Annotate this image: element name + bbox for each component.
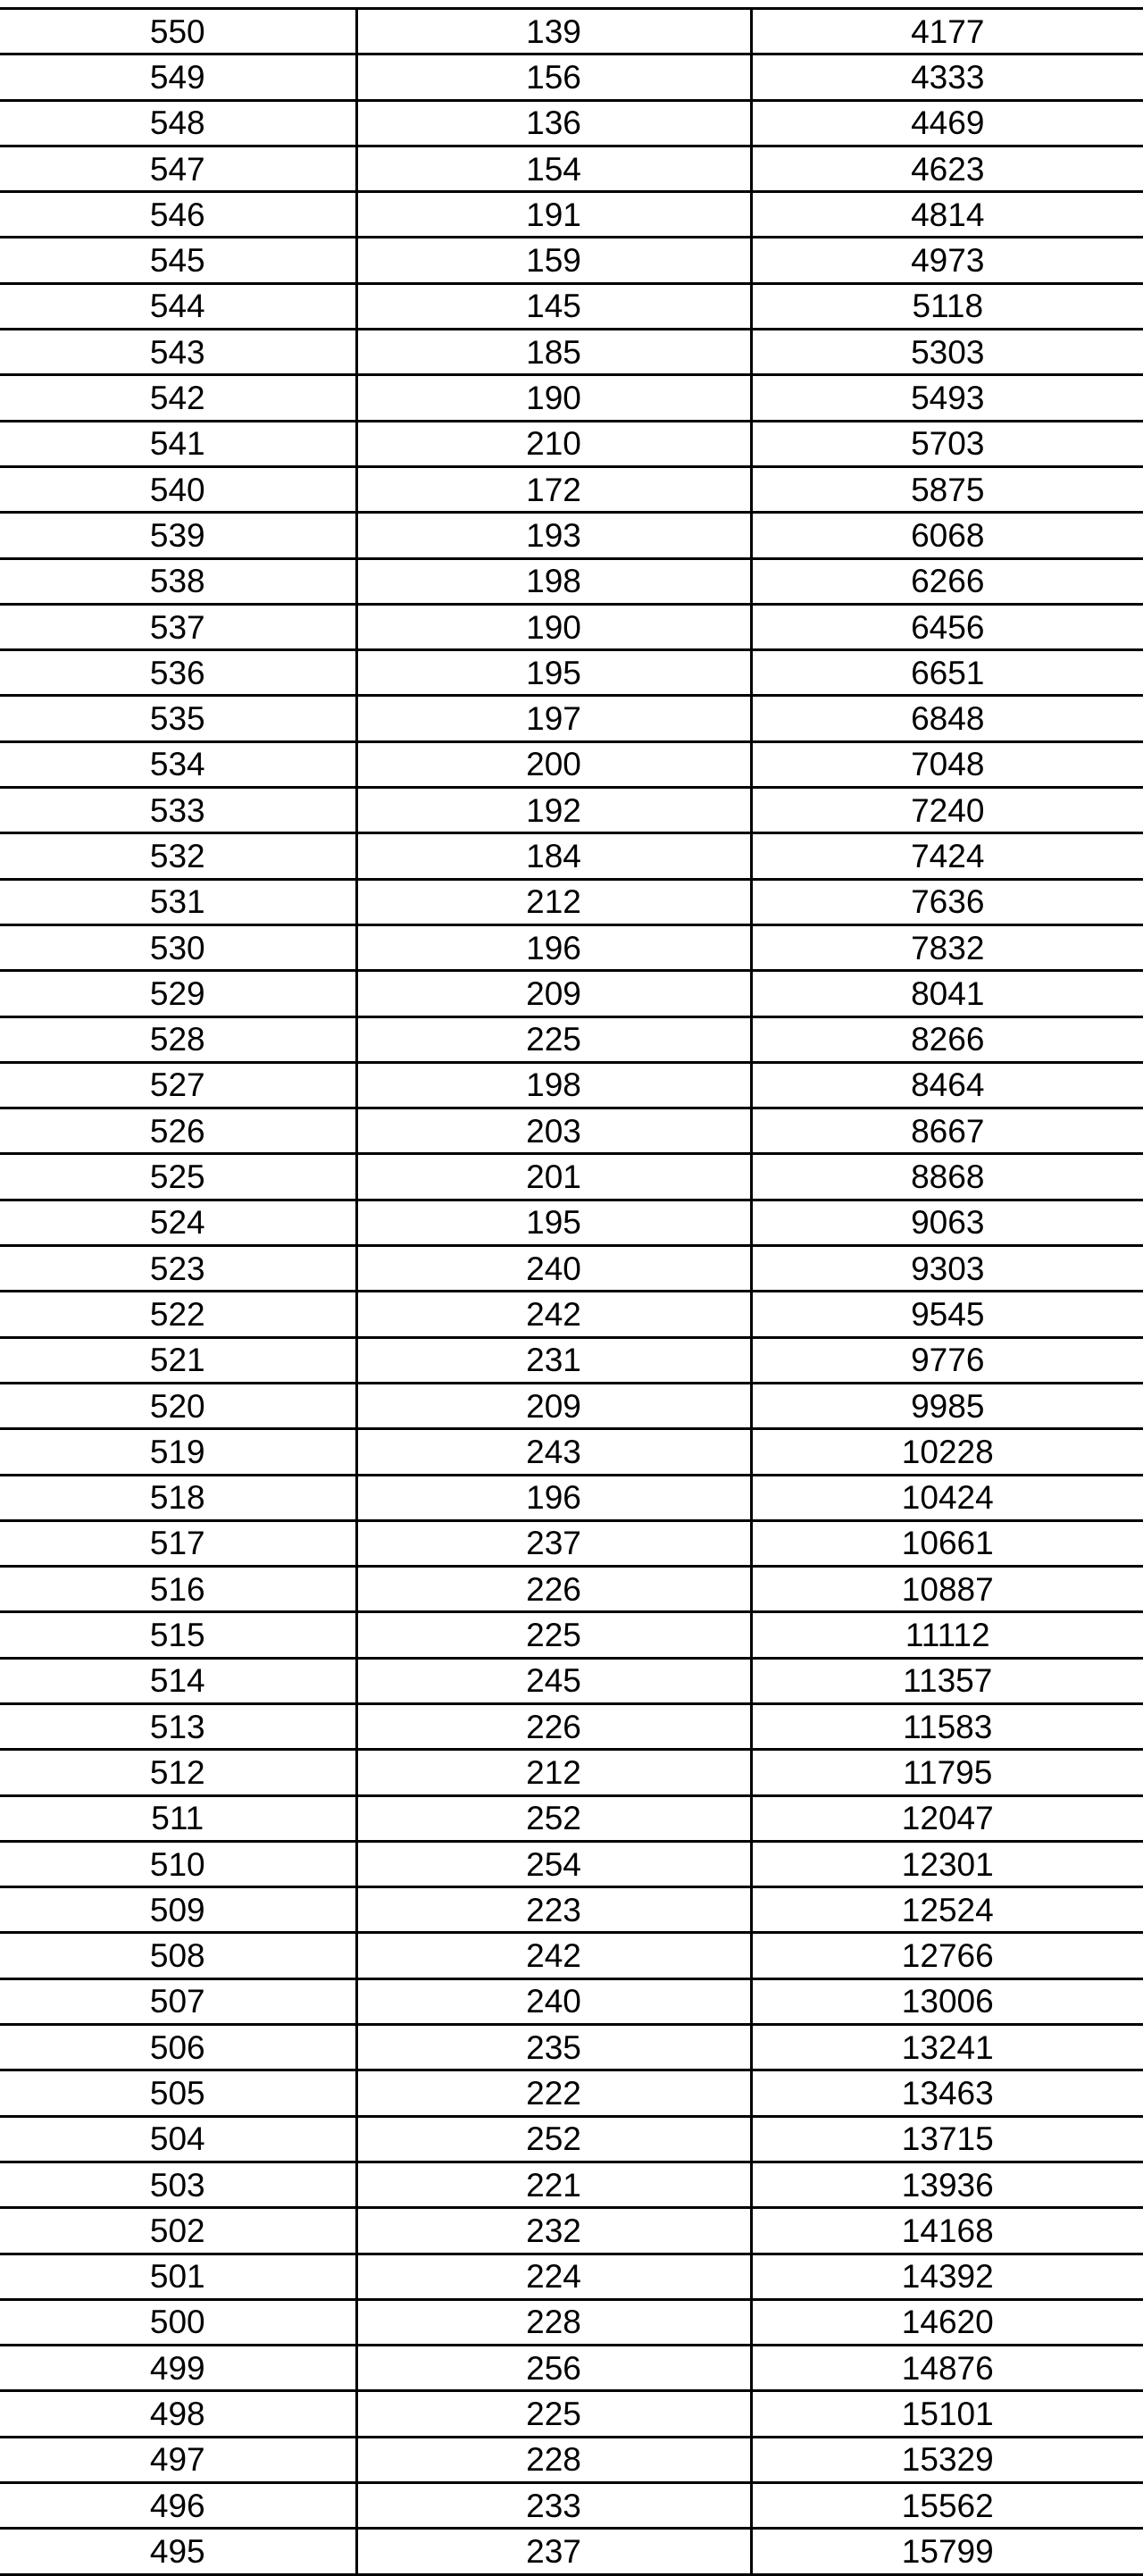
cumulative-cell: 4469 bbox=[751, 100, 1143, 146]
score-cell: 514 bbox=[0, 1658, 356, 1703]
count-cell: 228 bbox=[356, 2437, 751, 2482]
score-table-body bbox=[0, 9, 1143, 2575]
table-row bbox=[0, 100, 1143, 146]
table-row bbox=[0, 1933, 1143, 1978]
cumulative-cell: 4814 bbox=[751, 192, 1143, 238]
score-cell: 531 bbox=[0, 879, 356, 924]
count-cell: 156 bbox=[356, 54, 751, 100]
count-cell: 231 bbox=[356, 1337, 751, 1383]
cumulative-cell: 6456 bbox=[751, 604, 1143, 649]
cumulative-cell: 14876 bbox=[751, 2346, 1143, 2391]
table-row bbox=[0, 833, 1143, 879]
table-row bbox=[0, 1750, 1143, 1795]
cumulative-cell: 13006 bbox=[751, 1978, 1143, 2024]
score-cell: 508 bbox=[0, 1933, 356, 1978]
table-row bbox=[0, 283, 1143, 329]
cumulative-cell: 8464 bbox=[751, 1062, 1143, 1108]
count-cell: 195 bbox=[356, 1200, 751, 1245]
table-row bbox=[0, 1841, 1143, 1886]
table-row bbox=[0, 146, 1143, 191]
score-cell: 547 bbox=[0, 146, 356, 191]
cumulative-cell: 8868 bbox=[751, 1154, 1143, 1200]
count-cell: 243 bbox=[356, 1429, 751, 1475]
cumulative-cell: 6848 bbox=[751, 696, 1143, 741]
table-row bbox=[0, 788, 1143, 833]
score-cell: 497 bbox=[0, 2437, 356, 2482]
cumulative-cell: 8667 bbox=[751, 1108, 1143, 1154]
count-cell: 198 bbox=[356, 558, 751, 604]
score-table-container bbox=[0, 7, 1143, 2576]
score-cell: 499 bbox=[0, 2346, 356, 2391]
cumulative-cell: 11112 bbox=[751, 1612, 1143, 1658]
table-row bbox=[0, 2070, 1143, 2116]
score-cell: 528 bbox=[0, 1016, 356, 1062]
table-row bbox=[0, 466, 1143, 512]
count-cell: 203 bbox=[356, 1108, 751, 1154]
cumulative-cell: 4973 bbox=[751, 238, 1143, 283]
count-cell: 225 bbox=[356, 1612, 751, 1658]
score-cell: 507 bbox=[0, 1978, 356, 2024]
score-cell: 509 bbox=[0, 1887, 356, 1933]
count-cell: 195 bbox=[356, 650, 751, 696]
count-cell: 225 bbox=[356, 1016, 751, 1062]
score-cell: 533 bbox=[0, 788, 356, 833]
table-row bbox=[0, 2299, 1143, 2345]
cumulative-cell: 6651 bbox=[751, 650, 1143, 696]
score-cell: 523 bbox=[0, 1246, 356, 1292]
score-cell: 542 bbox=[0, 375, 356, 421]
score-cell: 534 bbox=[0, 741, 356, 787]
cumulative-cell: 7048 bbox=[751, 741, 1143, 787]
table-row bbox=[0, 558, 1143, 604]
cumulative-cell: 14392 bbox=[751, 2254, 1143, 2299]
score-cell: 501 bbox=[0, 2254, 356, 2299]
score-cell: 543 bbox=[0, 330, 356, 375]
count-cell: 190 bbox=[356, 604, 751, 649]
score-cell: 539 bbox=[0, 513, 356, 558]
count-cell: 224 bbox=[356, 2254, 751, 2299]
count-cell: 139 bbox=[356, 9, 751, 54]
table-row bbox=[0, 1567, 1143, 1612]
table-row bbox=[0, 238, 1143, 283]
cumulative-cell: 13715 bbox=[751, 2116, 1143, 2162]
score-cell: 540 bbox=[0, 466, 356, 512]
count-cell: 221 bbox=[356, 2162, 751, 2207]
cumulative-cell: 6266 bbox=[751, 558, 1143, 604]
score-cell: 518 bbox=[0, 1475, 356, 1520]
cumulative-cell: 12766 bbox=[751, 1933, 1143, 1978]
cumulative-cell: 14620 bbox=[751, 2299, 1143, 2345]
score-cell: 519 bbox=[0, 1429, 356, 1475]
table-row bbox=[0, 924, 1143, 970]
score-cell: 546 bbox=[0, 192, 356, 238]
score-cell: 536 bbox=[0, 650, 356, 696]
count-cell: 233 bbox=[356, 2483, 751, 2529]
count-cell: 190 bbox=[356, 375, 751, 421]
count-cell: 210 bbox=[356, 421, 751, 466]
cumulative-cell: 5703 bbox=[751, 421, 1143, 466]
cumulative-cell: 7636 bbox=[751, 879, 1143, 924]
table-row bbox=[0, 2483, 1143, 2529]
count-cell: 200 bbox=[356, 741, 751, 787]
cumulative-cell: 15799 bbox=[751, 2529, 1143, 2574]
count-cell: 212 bbox=[356, 1750, 751, 1795]
table-row bbox=[0, 650, 1143, 696]
cumulative-cell: 7240 bbox=[751, 788, 1143, 833]
table-row bbox=[0, 1337, 1143, 1383]
cumulative-cell: 13463 bbox=[751, 2070, 1143, 2116]
count-cell: 237 bbox=[356, 2529, 751, 2574]
table-row bbox=[0, 971, 1143, 1016]
table-row bbox=[0, 604, 1143, 649]
count-cell: 240 bbox=[356, 1978, 751, 2024]
count-cell: 245 bbox=[356, 1658, 751, 1703]
cumulative-cell: 12301 bbox=[751, 1841, 1143, 1886]
cumulative-cell: 5118 bbox=[751, 283, 1143, 329]
cumulative-cell: 11583 bbox=[751, 1703, 1143, 1749]
table-row bbox=[0, 1429, 1143, 1475]
score-cell: 527 bbox=[0, 1062, 356, 1108]
cumulative-cell: 15329 bbox=[751, 2437, 1143, 2482]
cumulative-cell: 11795 bbox=[751, 1750, 1143, 1795]
score-cell: 529 bbox=[0, 971, 356, 1016]
score-cell: 504 bbox=[0, 2116, 356, 2162]
table-row bbox=[0, 2254, 1143, 2299]
score-cell: 548 bbox=[0, 100, 356, 146]
score-cell: 520 bbox=[0, 1383, 356, 1428]
cumulative-cell: 9063 bbox=[751, 1200, 1143, 1245]
count-cell: 223 bbox=[356, 1887, 751, 1933]
count-cell: 226 bbox=[356, 1567, 751, 1612]
score-cell: 532 bbox=[0, 833, 356, 879]
table-row bbox=[0, 1475, 1143, 1520]
score-cell: 517 bbox=[0, 1520, 356, 1566]
count-cell: 196 bbox=[356, 924, 751, 970]
count-cell: 256 bbox=[356, 2346, 751, 2391]
count-cell: 145 bbox=[356, 283, 751, 329]
score-cell: 522 bbox=[0, 1292, 356, 1337]
count-cell: 196 bbox=[356, 1475, 751, 1520]
count-cell: 201 bbox=[356, 1154, 751, 1200]
score-cell: 500 bbox=[0, 2299, 356, 2345]
cumulative-cell: 10887 bbox=[751, 1567, 1143, 1612]
cumulative-cell: 12047 bbox=[751, 1795, 1143, 1841]
cumulative-cell: 12524 bbox=[751, 1887, 1143, 1933]
table-row bbox=[0, 696, 1143, 741]
cumulative-cell: 5875 bbox=[751, 466, 1143, 512]
cumulative-cell: 10424 bbox=[751, 1475, 1143, 1520]
cumulative-cell: 8041 bbox=[751, 971, 1143, 1016]
count-cell: 240 bbox=[356, 1246, 751, 1292]
score-cell: 524 bbox=[0, 1200, 356, 1245]
table-row bbox=[0, 1703, 1143, 1749]
count-cell: 235 bbox=[356, 2025, 751, 2070]
count-cell: 198 bbox=[356, 1062, 751, 1108]
score-cell: 502 bbox=[0, 2208, 356, 2254]
count-cell: 159 bbox=[356, 238, 751, 283]
count-cell: 222 bbox=[356, 2070, 751, 2116]
table-row bbox=[0, 2529, 1143, 2574]
score-cell: 545 bbox=[0, 238, 356, 283]
table-row bbox=[0, 1658, 1143, 1703]
table-row bbox=[0, 2346, 1143, 2391]
score-cell: 498 bbox=[0, 2391, 356, 2437]
table-row bbox=[0, 421, 1143, 466]
score-cell: 550 bbox=[0, 9, 356, 54]
cumulative-cell: 7832 bbox=[751, 924, 1143, 970]
count-cell: 225 bbox=[356, 2391, 751, 2437]
cumulative-cell: 4177 bbox=[751, 9, 1143, 54]
count-cell: 172 bbox=[356, 466, 751, 512]
score-cell: 521 bbox=[0, 1337, 356, 1383]
cumulative-cell: 9303 bbox=[751, 1246, 1143, 1292]
score-cell: 525 bbox=[0, 1154, 356, 1200]
count-cell: 197 bbox=[356, 696, 751, 741]
score-cell: 495 bbox=[0, 2529, 356, 2574]
cumulative-cell: 5493 bbox=[751, 375, 1143, 421]
count-cell: 185 bbox=[356, 330, 751, 375]
count-cell: 242 bbox=[356, 1292, 751, 1337]
table-row bbox=[0, 2437, 1143, 2482]
score-cell: 496 bbox=[0, 2483, 356, 2529]
count-cell: 237 bbox=[356, 1520, 751, 1566]
table-row bbox=[0, 1795, 1143, 1841]
score-cell: 513 bbox=[0, 1703, 356, 1749]
score-cell: 505 bbox=[0, 2070, 356, 2116]
table-row bbox=[0, 1108, 1143, 1154]
cumulative-cell: 14168 bbox=[751, 2208, 1143, 2254]
table-row bbox=[0, 741, 1143, 787]
table-row bbox=[0, 9, 1143, 54]
score-cell: 510 bbox=[0, 1841, 356, 1886]
count-cell: 184 bbox=[356, 833, 751, 879]
score-cell: 544 bbox=[0, 283, 356, 329]
count-cell: 136 bbox=[356, 100, 751, 146]
count-cell: 212 bbox=[356, 879, 751, 924]
cumulative-cell: 5303 bbox=[751, 330, 1143, 375]
table-row bbox=[0, 1200, 1143, 1245]
table-row bbox=[0, 2116, 1143, 2162]
count-cell: 193 bbox=[356, 513, 751, 558]
count-cell: 191 bbox=[356, 192, 751, 238]
score-cell: 535 bbox=[0, 696, 356, 741]
score-cell: 549 bbox=[0, 54, 356, 100]
count-cell: 254 bbox=[356, 1841, 751, 1886]
score-cell: 515 bbox=[0, 1612, 356, 1658]
cumulative-cell: 10228 bbox=[751, 1429, 1143, 1475]
count-cell: 252 bbox=[356, 1795, 751, 1841]
cumulative-cell: 9545 bbox=[751, 1292, 1143, 1337]
table-row bbox=[0, 1520, 1143, 1566]
table-row bbox=[0, 192, 1143, 238]
table-row bbox=[0, 1292, 1143, 1337]
score-cell: 511 bbox=[0, 1795, 356, 1841]
table-row bbox=[0, 1062, 1143, 1108]
score-table bbox=[0, 7, 1143, 2576]
count-cell: 209 bbox=[356, 971, 751, 1016]
cumulative-cell: 15562 bbox=[751, 2483, 1143, 2529]
cumulative-cell: 15101 bbox=[751, 2391, 1143, 2437]
score-cell: 537 bbox=[0, 604, 356, 649]
count-cell: 232 bbox=[356, 2208, 751, 2254]
table-row bbox=[0, 375, 1143, 421]
cumulative-cell: 11357 bbox=[751, 1658, 1143, 1703]
cumulative-cell: 9776 bbox=[751, 1337, 1143, 1383]
table-row bbox=[0, 1154, 1143, 1200]
cumulative-cell: 8266 bbox=[751, 1016, 1143, 1062]
table-row bbox=[0, 54, 1143, 100]
cumulative-cell: 9985 bbox=[751, 1383, 1143, 1428]
score-cell: 538 bbox=[0, 558, 356, 604]
table-row bbox=[0, 2025, 1143, 2070]
table-row bbox=[0, 1612, 1143, 1658]
cumulative-cell: 6068 bbox=[751, 513, 1143, 558]
count-cell: 209 bbox=[356, 1383, 751, 1428]
score-cell: 541 bbox=[0, 421, 356, 466]
score-cell: 516 bbox=[0, 1567, 356, 1612]
table-row bbox=[0, 2162, 1143, 2207]
table-row bbox=[0, 1978, 1143, 2024]
table-row bbox=[0, 1383, 1143, 1428]
cumulative-cell: 13241 bbox=[751, 2025, 1143, 2070]
score-cell: 506 bbox=[0, 2025, 356, 2070]
count-cell: 226 bbox=[356, 1703, 751, 1749]
table-row bbox=[0, 513, 1143, 558]
table-row bbox=[0, 1887, 1143, 1933]
count-cell: 192 bbox=[356, 788, 751, 833]
score-cell: 512 bbox=[0, 1750, 356, 1795]
cumulative-cell: 4623 bbox=[751, 146, 1143, 191]
count-cell: 242 bbox=[356, 1933, 751, 1978]
cumulative-cell: 13936 bbox=[751, 2162, 1143, 2207]
table-row bbox=[0, 879, 1143, 924]
cumulative-cell: 7424 bbox=[751, 833, 1143, 879]
table-row bbox=[0, 2208, 1143, 2254]
table-row bbox=[0, 2391, 1143, 2437]
table-row bbox=[0, 1246, 1143, 1292]
cumulative-cell: 10661 bbox=[751, 1520, 1143, 1566]
count-cell: 154 bbox=[356, 146, 751, 191]
cumulative-cell: 4333 bbox=[751, 54, 1143, 100]
score-cell: 530 bbox=[0, 924, 356, 970]
score-cell: 526 bbox=[0, 1108, 356, 1154]
table-row bbox=[0, 330, 1143, 375]
count-cell: 228 bbox=[356, 2299, 751, 2345]
table-row bbox=[0, 1016, 1143, 1062]
count-cell: 252 bbox=[356, 2116, 751, 2162]
score-cell: 503 bbox=[0, 2162, 356, 2207]
